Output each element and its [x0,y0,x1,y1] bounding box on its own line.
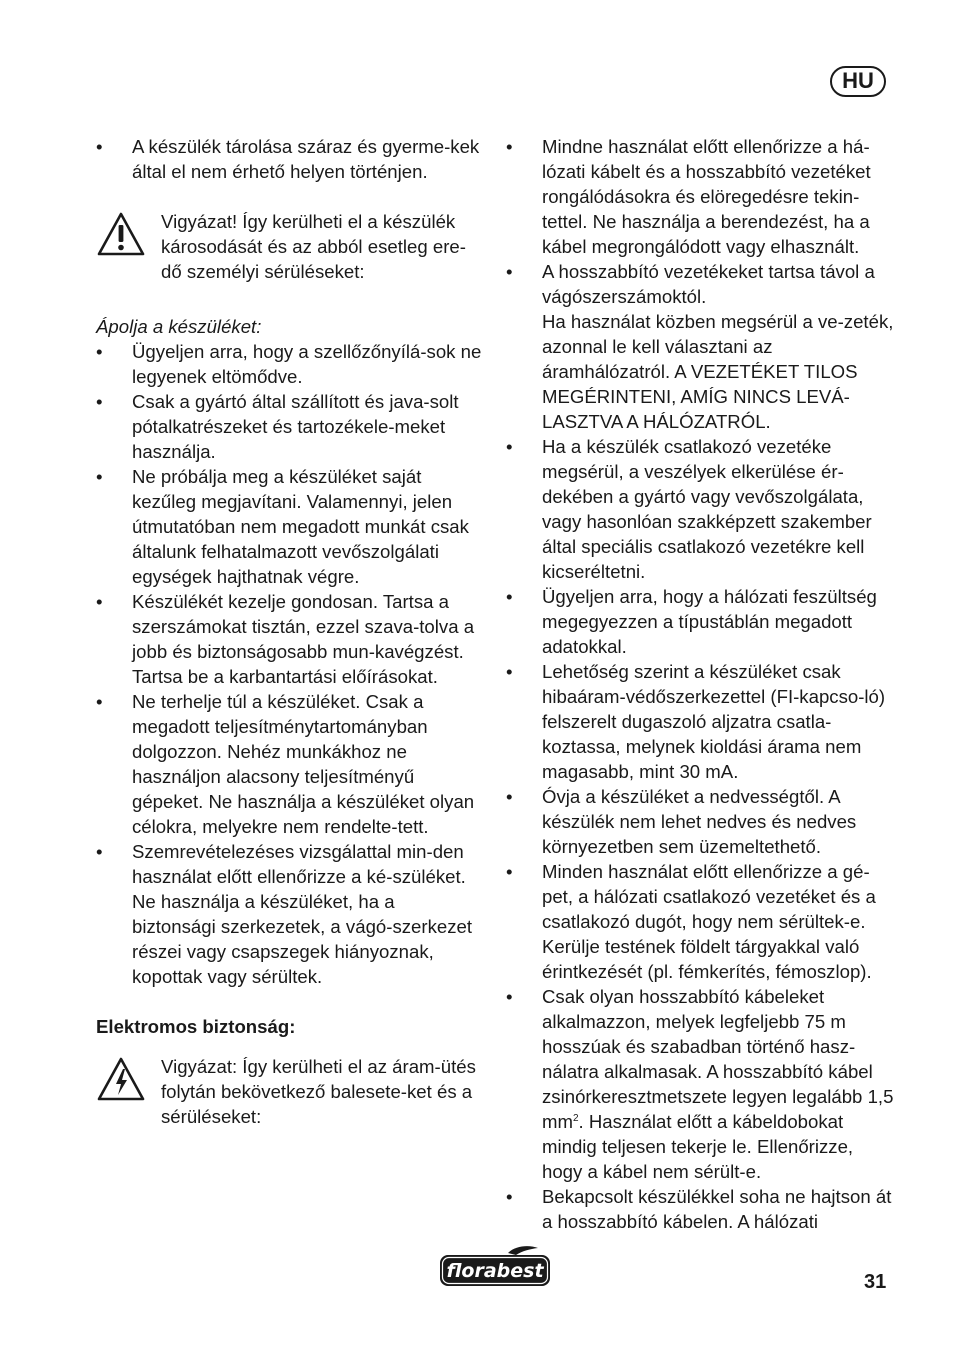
electric-safety-list [506,134,896,1234]
list-item-text: Csak olyan hosszabbító kábeleket alkalmazzon, melyek legfeljebb 75 m hosszúak és szabadban történő hasz-nálatra alkalmasak. A hosszabbító kábel zsinórkeresztmetszete legyen legalább 1,5 mm [542,986,894,1132]
storage-list [96,134,482,184]
florabest-logo [438,1244,552,1290]
list-item-extra-text: Ha használat közben megsérül a ve-zeték, azonnal le kell választani az áramhálózatról. A VEZETÉKET TILOS MEGÉRINTENI, AMÍG NINCS LEVÁ-LASZTVA A HÁLÓZATRÓL. [542,311,894,432]
page-number: 31 [864,1271,887,1293]
warning-electric [96,1054,482,1129]
electric-shock-warning-icon [96,1056,146,1102]
list-item-text-cont: . Használat előtt a kábeldobokat mindig teljesen tekerje le. Ellenőrizze, hogy a kábel nem sérült-e. [542,1111,854,1182]
list-item: • Minden használat előtt ellenőrizze a gé-pet, a hálózati csatlakozó vezetéket és a csatlakozó dugót, hogy nem sérültek-e. Kerülje testének földelt tárgyakkal való érintkezését (pl. fémkerítés, fémoszlop). [506,859,896,984]
list-item: • Bekapcsolt készülékkel soha ne hajtson át a hosszabbító kábelen. A hálózati [506,1184,896,1234]
list-item: • Ne terhelje túl a készüléket. Csak a megadott teljesítménytartományban dolgozzon. Nehéz munkákhoz ne használjon alacsony teljesítményű gépeket. Ne használja a készüléket olyan célokra, melyekre nem rendelte-tett. [96,689,482,839]
list-item: • A készülék tárolása száraz és gyerme-kek által el nem érhető helyen történjen. [96,134,482,184]
list-item: • Ügyeljen arra, hogy a szellőzőnyílá-sok ne legyenek eltömődve. [96,339,482,389]
list-item: • Óvja a készüléket a nedvességtől. A készülék nem lehet nedves és nedves környezetben sem üzemeltethető. [506,784,896,859]
list-item: • Ha a készülék csatlakozó vezetéke megsérül, a veszélyek elkerülése ér-dekében a gyártó vagy vevőszolgálata, vagy hasonlóan szakképzett szakember által speciális csatlakozó vezetékre kell kicseréltetni. [506,434,896,584]
care-list [96,339,482,989]
superscript: 2 [572,1113,579,1124]
list-item: • Ügyeljen arra, hogy a hálózati feszültség megegyezzen a típustáblán megadott adatokkal. [506,584,896,659]
language-badge: HU [830,66,886,97]
list-item-text: • A hosszabbító vezetékeket tartsa távol a vágószerszámoktól. [542,261,875,307]
warning-triangle-icon [96,211,146,257]
list-item: • Készülékét kezelje gondosan. Tartsa a szerszámokat tisztán, ezzel szava-tolva a jobb és biztonságosabb mun-kavégzést. Tartsa be a karbantartási előírásokat. [96,589,482,689]
warning-damage [96,209,482,284]
right-column [506,134,896,1234]
list-item: • Csak a gyártó által szállított és java-solt pótalkatrészeket és tartozékele-meket használja. [96,389,482,464]
left-column [96,134,482,1129]
list-item [506,984,896,1184]
list-item: • Mindne használat előtt ellenőrizze a há-lózati kábelt és a hosszabbító vezetéket rongálódásokra és elöregedésre tekin-tettel. Ne használja a berendezést, ha a kábel megrongálódott vagy elhasznált. [506,134,896,259]
warning-text: Vigyázat! Így kerülheti el a készülék károsodását és az abból esetleg ere-dő személyi sérüléseket: [161,211,466,282]
list-item: • Ne próbálja meg a készüléket saját kezűleg megjavítani. Valamennyi, jelen útmutatóban nem megadott munkát csak általunk felhatalmazott vevőszolgálati egységek hajthatnak végre. [96,464,482,589]
list-item: • Szemrevételezéses vizsgálattal min-den használat előtt ellenőrizze a ké-szüléket. Ne használja a készüléket, ha a biztonsági szerkezetek, a vágó-szerkezet részei vagy csapszegek hiányoznak, kopottak vagy sérültek. [96,839,482,989]
svg-text:florabest: florabest [446,1260,544,1282]
warning-text: Vigyázat: Így kerülheti el az áram-ütés folytán bekövetkező balesete-ket és a sérüléseket: [161,1056,476,1127]
electric-safety-heading: Elektromos biztonság: [96,1016,296,1037]
list-item: • Lehetőség szerint a készüléket csak hibaáram-védőszerkezettel (FI-kapcso-ló) felszerelt dugaszoló aljzatra csatla-koztassa, melynek kioldási árama nem magasabb, mint 30 mA. [506,659,896,784]
care-heading: Ápolja a készüléket: [96,316,262,337]
list-item [506,259,896,434]
